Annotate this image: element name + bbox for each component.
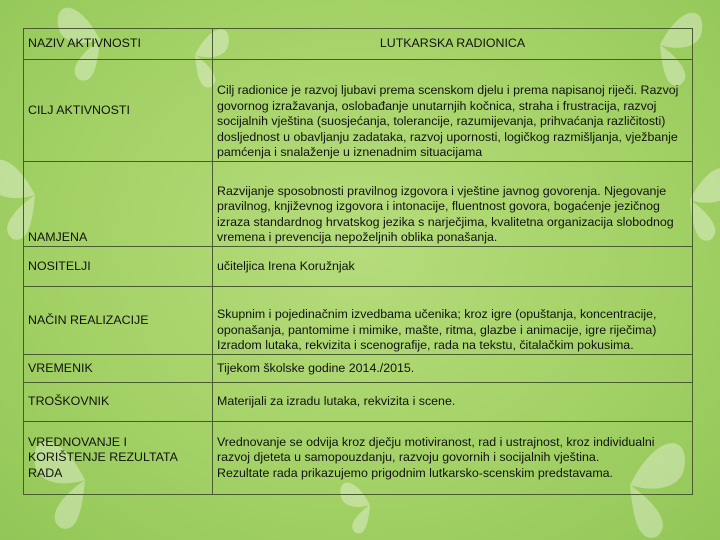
table-row xyxy=(24,383,693,422)
row-value-text: Materijali za izradu lutaka, rekvizita i scene. xyxy=(217,394,456,409)
row-value-text: Skupnim i pojedinačnim izvedbama učenika; kroz igre (opuštanja, koncentracije, oponašanja, pantomime i mimike, mašte, ritma, glazbe i animacije, igre riječima) xyxy=(217,307,657,337)
row-label: NAČIN REALIZACIJE xyxy=(24,287,213,355)
row-value-text: Vrednovanje se odvija kroz dječju motiviranost, rad i ustrajnost, kroz individualni razvoj djeteta u samopouzdanju, razvoju govornih i socijalnih vještina. xyxy=(217,434,655,465)
row-value xyxy=(213,60,693,162)
row-value-text: Tijekom školske godine 2014./2015. xyxy=(217,360,415,375)
table-row xyxy=(24,162,693,247)
row-value xyxy=(213,162,693,247)
table-row xyxy=(24,355,693,383)
row-label: VREMENIK xyxy=(24,355,213,383)
row-label: NOSITELJI xyxy=(24,247,213,287)
row-label: NAMJENA xyxy=(24,162,213,247)
row-value-text: učiteljica Irena Koružnjak xyxy=(217,258,355,273)
row-value xyxy=(213,422,693,495)
table-row xyxy=(24,29,693,60)
row-value xyxy=(213,287,693,355)
row-value-text: Razvijanje sposobnosti pravilnog izgovora i vještine javnog govorenja. Njegovanje pravilnog, književnog izgovora i intonacije, fluentnost govora, bogaćenje jezičnog izraza standardnog hrvatskog jezika s narječjima, kvalitetna organizacija slobodnog vremena i prevencija nepoželjnih oblika ponašanja. xyxy=(217,183,674,245)
row-value: LUTKARSKA RADIONICA xyxy=(213,29,693,60)
table-row xyxy=(24,287,693,355)
row-value xyxy=(213,355,693,383)
table-row xyxy=(24,247,693,287)
row-label: NAZIV AKTIVNOSTI xyxy=(24,29,213,60)
row-value xyxy=(213,247,693,287)
row-value-text: Izradom lutaka, rekvizita i scenografije, rada na tekstu, čitalačkim pokusima. xyxy=(217,338,634,353)
row-label: TROŠKOVNIK xyxy=(24,383,213,422)
row-value xyxy=(213,383,693,422)
row-value-text: Rezultate rada prikazujemo prigodnim lutkarsko-scenskim predstavama. xyxy=(217,465,613,480)
table-row xyxy=(24,422,693,495)
row-label: CILJ AKTIVNOSTI xyxy=(24,60,213,162)
row-label: VREDNOVANJE I KORIŠTENJE REZULTATA RADA xyxy=(24,422,213,495)
row-value-text: Cilj radionice je razvoj ljubavi prema scenskom djelu i prema napisanoj riječi. Razvoj govornog izražavanja, oslobađanje unutarnjih kočnica, straha i frustracija, razvoj socijalnih vještina (suosjećanja, tolerancije, razumijevanja, prihvaćanja različitosti) dosljednost u obavljanju zadataka, razvoj upornosti, logičkog razmišljanja, vježbanje pamćenja i snalaženje u iznenadnim situacijama xyxy=(217,83,679,160)
table-row xyxy=(24,60,693,162)
activity-table xyxy=(23,28,693,495)
